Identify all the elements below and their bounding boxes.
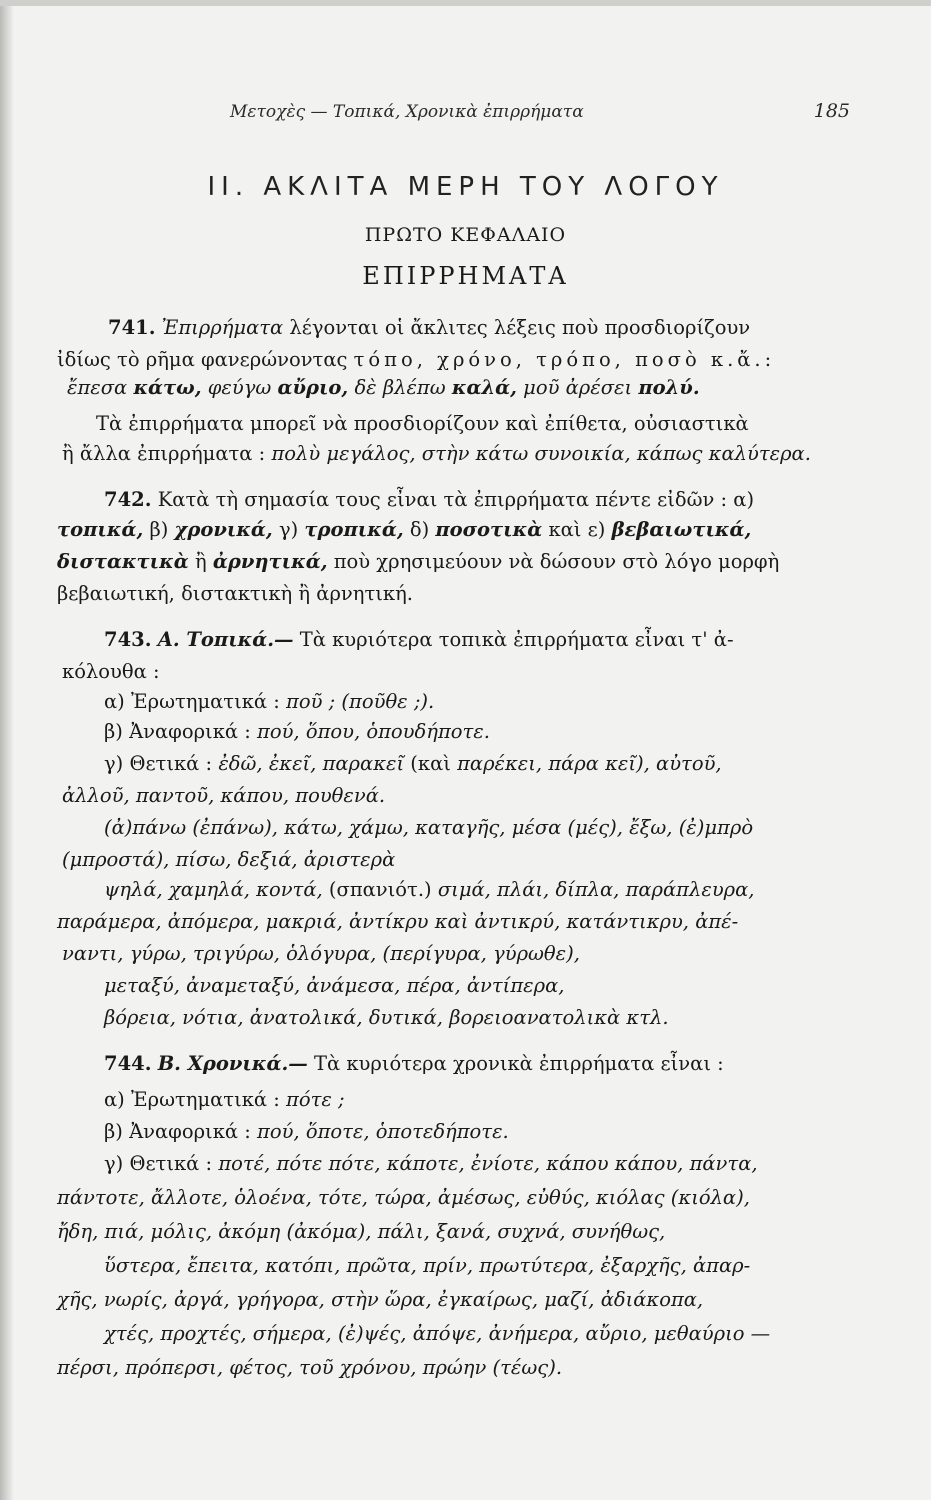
text-run: ἢ ἄλλα ἐπιρρήματα :: [62, 442, 266, 465]
text-run: γ): [278, 518, 299, 541]
list-label: β) Ἀναφορικά :: [104, 1120, 251, 1143]
positive-time-line-7: πέρσι, πρόπερσι, φέτος, τοῦ χρόνου, πρώην (τέως).: [57, 1356, 563, 1379]
paragraph-741-line-4: Τὰ ἐπιρρήματα μπορεῖ νὰ προσδιορίζουν καὶ ἐπίθετα, οὐσιαστικὰ: [96, 412, 749, 435]
text-run: ἔπεσα: [67, 376, 128, 399]
running-title: Μετοχὲς — Τοπικά, Χρονικὰ ἐπιρρήματα: [230, 102, 584, 122]
category-term: ποσοτικὰ: [435, 518, 543, 541]
text-run: ἰδίως τὸ ρῆμα φανερώνοντας: [57, 348, 348, 371]
text-run: Τὰ κυριότερα τοπικὰ ἐπιρρήματα εἶναι τ' ἀ-: [299, 628, 734, 651]
positive-place-line-9: βόρεια, νότια, ἀνατολικά, δυτικά, βορειοανατολικὰ κτλ.: [104, 1006, 669, 1029]
text-run: σιμά, πλάι, δίπλα, παράπλευρα,: [437, 878, 755, 901]
text-run: δὲ βλέπω: [354, 376, 446, 399]
category-term: ἀρνητικά,: [212, 550, 328, 573]
list-label: γ) Θετικά :: [104, 752, 213, 775]
positive-time-line-1: [104, 1152, 758, 1176]
positive-time-line-5: χῆς, νωρίς, ἀργά, γρήγορα, στὴν ὥρα, ἐγκαίρως, μαζί, ἀδιάκοπα,: [57, 1288, 704, 1311]
text-run: ποῦ ; (ποῦθε ;).: [286, 690, 435, 713]
positive-place-line-1: [104, 752, 722, 776]
chapter-heading: ΠΡΩΤΟ ΚΕΦΑΛΑΙΟ: [364, 224, 567, 246]
text-run: Κατὰ τὴ σημασία τους εἶναι τὰ ἐπιρρήματα πέντε εἰδῶν : α): [157, 488, 755, 511]
paragraph-741-line-1: [108, 316, 750, 340]
positive-place-line-8: μεταξύ, ἀναμεταξύ, ἀνάμεσα, πέρα, ἀντίπερα,: [104, 974, 565, 997]
text-run: (σπανιότ.): [328, 878, 432, 901]
relative-time-line: [104, 1120, 509, 1144]
text-run: παρέκει, πάρα κεῖ), αὐτοῦ,: [457, 752, 722, 775]
paragraph-742-line-3: [57, 550, 779, 574]
text-run: πού, ὅποτε, ὁποτεδήποτε.: [257, 1120, 509, 1143]
section-heading: ΙΙ. ΑΚΛΙΤΑ ΜΕΡΗ ΤΟΥ ΛΟΓΟΥ: [207, 172, 724, 202]
text-run: β): [149, 518, 169, 541]
subsection-label: Α. Τοπικά.—: [157, 628, 294, 651]
text-run: μοῦ ἀρέσει: [523, 376, 633, 399]
category-term: διστακτικὰ: [57, 550, 189, 573]
list-label: α) Ἐρωτηματικά :: [104, 1088, 280, 1111]
paragraph-742-line-4: βεβαιωτική, διστακτικὴ ἢ ἀρνητική.: [57, 582, 413, 605]
category-term: τοπικά,: [57, 518, 144, 541]
text-run: ποτέ, πότε πότε, κάποτε, ἐνίοτε, κάπου κάπου, πάντα,: [218, 1152, 758, 1175]
text-run: λέγονται οἱ ἄκλιτες λέξεις ποὺ προσδιορίζουν: [289, 316, 751, 339]
positive-place-line-6: παράμερα, ἀπόμερα, μακριά, ἀντίκρυ καὶ ἀντικρύ, κατάντικρυ, ἀπέ-: [57, 910, 739, 933]
relative-place-line: [104, 720, 490, 744]
positive-time-line-2: πάντοτε, ἄλλοτε, ὁλοένα, τότε, τώρα, ἀμέσως, εὐθύς, κιόλας (κιόλα),: [57, 1186, 750, 1209]
category-term: τροπικά,: [304, 518, 404, 541]
example-word: καλά,: [451, 376, 517, 399]
interrogative-time-line: [104, 1088, 345, 1112]
subsection-label: Β. Χρονικά.—: [157, 1052, 308, 1075]
example-word: κάτω,: [133, 376, 202, 399]
text-run: πολὺ μεγάλος, στὴν κάτω συνοικία, κάπως καλύτερα.: [271, 442, 811, 465]
page-header: [60, 100, 850, 130]
positive-time-line-3: ἤδη, πιά, μόλις, ἀκόμη (ἀκόμα), πάλι, ξανά, συχνά, συνήθως,: [57, 1220, 666, 1243]
paragraph-number: 743.: [104, 628, 152, 651]
text-run: Τὰ κυριότερα χρονικὰ ἐπιρρήματα εἶναι :: [313, 1052, 724, 1075]
text-run: πού, ὅπου, ὁπουδήποτε.: [257, 720, 490, 743]
positive-place-line-7: ναντι, γύρω, τριγύρω, ὁλόγυρα, (περίγυρα, γύρωθε),: [62, 942, 580, 965]
paragraph-741-line-3: [67, 376, 700, 400]
list-label: γ) Θετικά :: [104, 1152, 213, 1175]
category-term: βεβαιωτικά,: [611, 518, 752, 541]
interrogative-place-line: [104, 690, 434, 714]
paragraph-number: 741.: [108, 316, 156, 339]
text-run: (καὶ: [410, 752, 451, 775]
text-run: ποὺ χρησιμεύουν νὰ δώσουν στὸ λόγο μορφὴ: [333, 550, 780, 573]
paragraph-744-line-1: [104, 1052, 724, 1076]
positive-time-line-6: χτές, προχτές, σήμερα, (ἐ)ψές, ἀπόψε, ἀνήμερα, αὔριο, μεθαύριο —: [104, 1322, 771, 1345]
positive-place-line-5: [104, 878, 755, 902]
text-run: δ): [409, 518, 430, 541]
positive-place-line-4: (μπροστά), πίσω, δεξιά, ἀριστερὰ: [62, 848, 396, 871]
list-label: α) Ἐρωτηματικά :: [104, 690, 280, 713]
paragraph-742-line-2: [57, 518, 751, 542]
category-term: χρονικά,: [174, 518, 273, 541]
positive-place-line-3: (ἀ)πάνω (ἐπάνω), κάτω, χάμω, καταγῆς, μέσα (μές), ἔξω, (ἐ)μπρὸ: [104, 816, 754, 839]
positive-place-line-2: ἀλλοῦ, παντοῦ, κάπου, πουθενά.: [62, 784, 386, 807]
text-run: ψηλά, χαμηλά, κοντά,: [104, 878, 323, 901]
text-run: ἐδῶ, ἐκεῖ, παρακεῖ: [218, 752, 405, 775]
defined-term: Ἐπιρρήματα: [161, 316, 284, 339]
main-heading: ΕΠΙΡΡΗΜΑΤΑ: [362, 262, 569, 290]
paragraph-741-line-2: [57, 348, 775, 372]
paragraph-number: 742.: [104, 488, 152, 511]
list-label: β) Ἀναφορικά :: [104, 720, 251, 743]
page-number: 185: [813, 100, 850, 122]
paragraph-742-line-1: [104, 488, 754, 512]
paragraph-741-line-5: [62, 442, 811, 466]
text-run: φεύγω: [207, 376, 272, 399]
page-top-edge: [0, 0, 931, 6]
text-run: πότε ;: [286, 1088, 345, 1111]
positive-time-line-4: ὕστερα, ἔπειτα, κατόπι, πρῶτα, πρίν, πρωτύτερα, ἐξαρχῆς, ἀπαρ-: [104, 1254, 751, 1277]
example-word: πολύ.: [638, 376, 700, 399]
paragraph-743-line-2: κόλουθα :: [62, 660, 160, 683]
text-run: ἢ: [194, 550, 207, 573]
example-word: αὔριο,: [277, 376, 349, 399]
spaced-text: τόπο, χρόνο, τρόπο, ποσὸ κ.ἄ.:: [353, 348, 776, 371]
text-run: καὶ ε): [548, 518, 606, 541]
paragraph-number: 744.: [104, 1052, 152, 1075]
paragraph-743-line-1: [104, 628, 734, 652]
